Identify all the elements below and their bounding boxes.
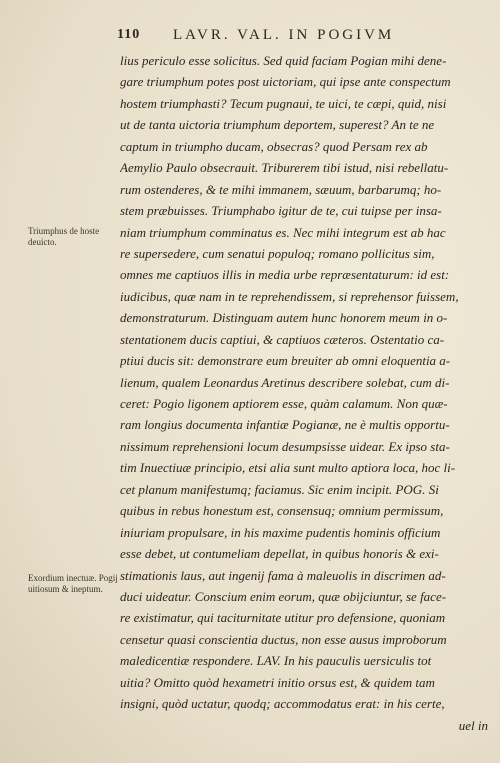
text-line: insigni, quòd uctatur, quodq; accommodatus erat: in his certe, <box>120 696 445 712</box>
text-line: captum in triumpho ducam, obsecras? quod Persam rex ab <box>120 138 428 154</box>
text-line: iniuriam propulsare, in his maxime pudentis hominis officium <box>120 524 441 540</box>
text-line: esse debet, ut contumeliam depellat, in quibus honoris & exi- <box>120 546 439 562</box>
text-line: stem præbuisses. Triumphabo igitur de te, cui tuipse per insa- <box>120 203 442 219</box>
text-line: rum ostenderes, & te mihi immanem, sæuum, barbarumq; ho- <box>120 181 442 197</box>
page-header <box>117 27 482 47</box>
page-number: 110 <box>117 27 141 42</box>
text-line: ptiui ducis sit: demonstrare eum breuiter ab omni eloquentia a- <box>120 353 451 369</box>
text-line: Aemylio Paulo obsecrauit. Triburerem tibi istud, nisi rebellatu- <box>120 160 449 176</box>
text-line: demonstraturum. Distinguam autem hunc honorem meum in o- <box>120 310 448 326</box>
catchword: uel in <box>458 717 488 733</box>
text-line: censetur quasi conscientia ductus, non esse ausus improborum <box>120 631 447 647</box>
text-line: tim Inuectiuæ principio, etsi alia sunt multo aptiora loca, hoc li- <box>120 460 456 476</box>
body-text <box>120 50 488 736</box>
text-line: re existimatur, qui taciturnitate utitur pro defensione, quoniam <box>120 610 446 626</box>
text-line: re supersedere, cum senatui populoq; romano pollicitus sim, <box>120 245 435 261</box>
marginal-note: Exordium inectuæ. Pogij uitiosum & ineptum. <box>28 573 118 594</box>
text-line: uitia? Omitto quòd hexametri initio orsus est, & quidem tam <box>120 674 435 690</box>
text-line: ut de tanta uictoria triumphum deportem, superest? An te ne <box>120 117 435 133</box>
text-line: gare triumphum potes post uictoriam, qui ipse ante conspectum <box>120 74 451 90</box>
text-line: ram longius documenta infantiæ Pogianæ, ne è multis opportu- <box>120 417 450 433</box>
text-line: lienum, qualem Leonardus Aretinus describere solebat, cum di- <box>120 374 450 390</box>
text-line: stimationis laus, aut ingenij fama à maleuolis in discrimen ad- <box>120 567 446 583</box>
text-line: nissimum reprehensioni locum desumpsisse uidear. Ex ipso sta- <box>120 438 450 454</box>
text-line: cet planum manifestumq; faciamus. Sic enim incipit. POG. Si <box>120 481 439 497</box>
running-head: LAVR. VAL. IN POGIVM <box>173 27 395 43</box>
text-line: niam triumphum comminatus es. Nec mihi integrum est ab hac <box>120 224 446 240</box>
text-line: hostem triumphasti? Tecum pugnaui, te uici, te cæpi, quid, nisi <box>120 95 447 111</box>
text-line: iudicibus, quæ nam in te reprehendissem, si reprehensor fuissem, <box>120 288 459 304</box>
text-line: ceret: Pogio ligonem aptiorem esse, quàm calamum. Non quæ- <box>120 396 448 411</box>
marginal-note: Triumphus de hoste deuicto. <box>28 226 100 247</box>
text-line: stentationem ducis captiui, & captiuos cæteros. Ostentatio ca- <box>120 331 445 347</box>
text-line: quibus in rebus honestum est, consensuq; omnium permissum, <box>120 503 444 519</box>
text-line: duci uideatur. Conscium enim eorum, quæ obijciuntur, se face- <box>120 588 447 604</box>
text-line: omnes me captiuos illis in media urbe repræsentaturum: id est: <box>120 267 450 283</box>
text-line: lius periculo esse solicitus. Sed quid faciam Pogian mihi dene- <box>120 53 447 68</box>
text-line: maledicentiæ respondere. LAV. In his pauculis uersiculis tot <box>120 653 432 669</box>
